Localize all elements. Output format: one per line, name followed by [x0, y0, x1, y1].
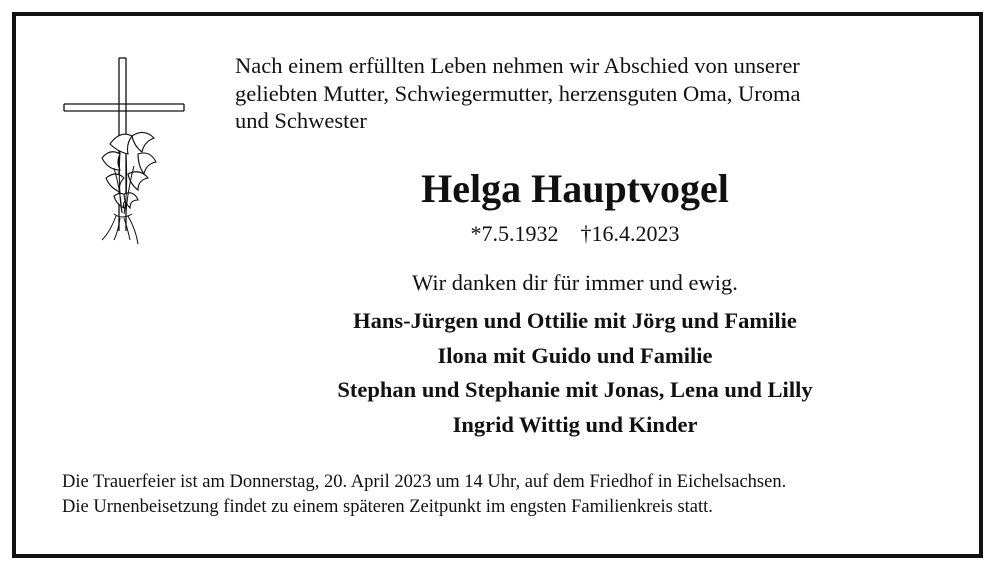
family-member-line: Stephan und Stephanie mit Jonas, Lena und Lilly: [337, 377, 813, 402]
cross-with-lilies-icon: [62, 56, 187, 251]
family-member-line: Hans-Jürgen und Ottilie mit Jörg und Familie: [353, 308, 797, 333]
intro-line: Nach einem erfüllten Leben nehmen wir Abschied von unserer: [235, 53, 800, 78]
death-date: †16.4.2023: [580, 221, 680, 246]
life-dates: [235, 220, 915, 248]
intro-line: geliebten Mutter, Schwiegermutter, herzensguten Oma, Uroma: [235, 80, 801, 106]
funeral-info: [62, 470, 962, 520]
intro-line: und Schwester: [235, 108, 367, 133]
family-list: [235, 304, 915, 442]
funeral-info-line: Die Urnenbeisetzung findet zu einem späteren Zeitpunkt im engsten Familienkreis statt.: [62, 497, 713, 517]
family-member-line: Ingrid Wittig und Kinder: [452, 411, 698, 437]
family-member-line: Ilona mit Guido und Familie: [437, 342, 713, 368]
thanks-line: Wir danken dir für immer und ewig.: [412, 270, 738, 295]
intro-text: [235, 52, 955, 135]
deceased-name: Helga Hauptvogel: [421, 166, 729, 211]
birth-date: *7.5.1932: [470, 221, 559, 246]
funeral-info-line: Die Trauerfeier ist am Donnerstag, 20. April 2023 um 14 Uhr, auf dem Friedhof in Eichelsachsen.: [62, 472, 787, 492]
